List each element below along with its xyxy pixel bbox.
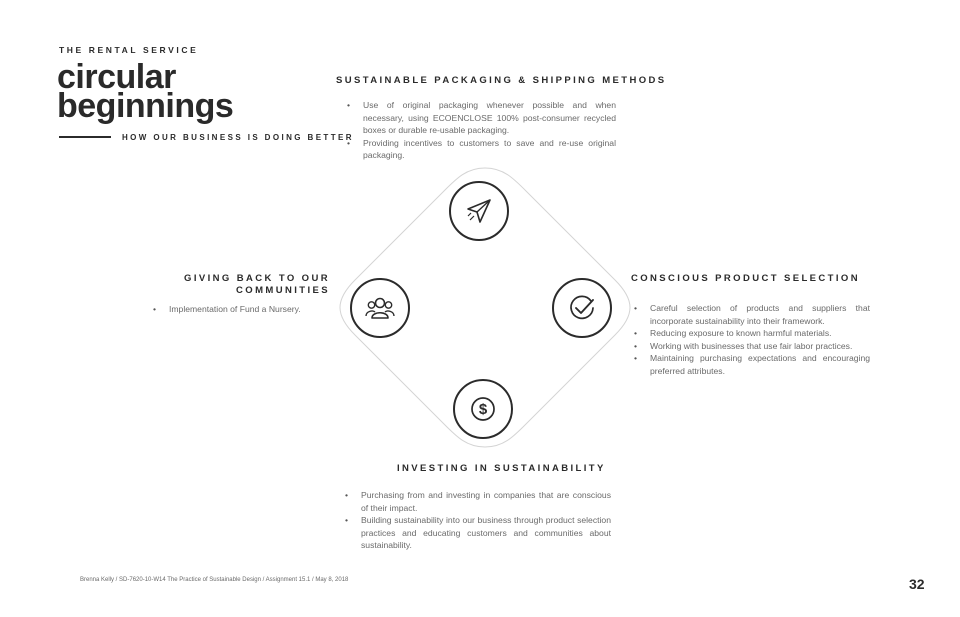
community-bullets	[150, 303, 330, 316]
dollar-glyph: $	[478, 401, 488, 418]
list-item: • Building sustainability into our business through product selection practices and educating customers and communities about sustainability.	[342, 514, 611, 552]
title-rule	[59, 136, 111, 138]
check-circle-icon	[552, 278, 612, 338]
title-line-2: beginnings	[57, 87, 234, 125]
paper-plane-icon-glyph	[464, 196, 494, 226]
people-icon	[350, 278, 410, 338]
list-item: • Reducing exposure to known harmful materials.	[631, 327, 870, 340]
list-item: • Implementation of Fund a Nursery.	[150, 303, 330, 316]
investing-bullets	[342, 489, 611, 552]
footer-citation: Brenna Kelly / SD-7620-10-W14 The Practice of Sustainable Design / Assignment 15.1 / May 8, 2018	[80, 577, 349, 583]
product-heading: CONSCIOUS PRODUCT SELECTION	[631, 273, 860, 284]
product-bullets	[631, 302, 870, 378]
community-heading-line-2: COMMUNITIES	[236, 285, 330, 296]
paper-plane-icon	[449, 181, 509, 241]
kicker-label: THE RENTAL SERVICE	[59, 45, 199, 55]
list-item: • Providing incentives to customers to save and re-use original packaging.	[344, 137, 616, 162]
title-line-1: circular	[57, 58, 176, 96]
list-item: • Maintaining purchasing expectations and encouraging preferred attributes.	[631, 352, 870, 377]
investing-heading: INVESTING IN SUSTAINABILITY	[397, 463, 606, 474]
packaging-bullets	[344, 99, 616, 162]
page-number: 32	[909, 576, 925, 592]
dollar-coin-icon	[453, 379, 513, 439]
community-heading-line-1: GIVING BACK TO OUR	[184, 273, 330, 284]
check-circle-icon-glyph	[567, 293, 597, 323]
page-subtitle: HOW OUR BUSINESS IS DOING BETTER	[122, 133, 354, 142]
list-item: • Working with businesses that use fair labor practices.	[631, 340, 870, 353]
dollar-coin-icon-glyph	[467, 393, 499, 425]
packaging-heading: SUSTAINABLE PACKAGING & SHIPPING METHODS	[336, 75, 667, 86]
people-icon-glyph	[364, 294, 396, 322]
list-item: • Careful selection of products and suppliers that incorporate sustainability into their framework.	[631, 302, 870, 327]
community-heading	[150, 273, 330, 297]
list-item: • Use of original packaging whenever possible and when necessary, using ECOENCLOSE 100% post-consumer recycled boxes or durable re-usable packaging.	[344, 99, 616, 137]
page-title	[57, 58, 234, 125]
list-item: • Purchasing from and investing in companies that are conscious of their impact.	[342, 489, 611, 514]
